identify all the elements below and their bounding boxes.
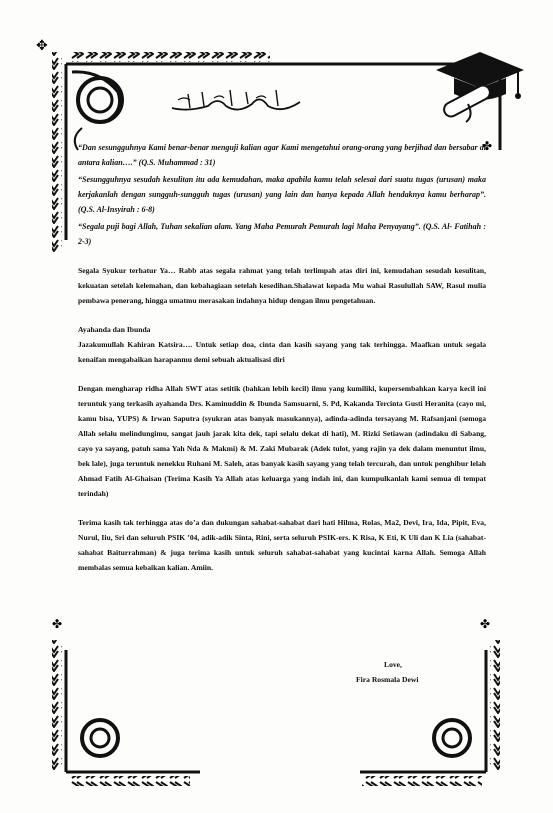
paragraph-syukur: Segala Syukur terhatur Ya… Rabb atas segala rahmat yang telah terlimpah atas diri ini, kemudahan sesudah kesulitan, kekuatan setelah kelemahan, dan kebahagiaan setelah kesedihan.Shalawat kepada Mu wahai Rasulullah SAW, Rasul mulia pembawa penerang, hingga umatmu merasakan indahnya hidup dengan ilmu pengetahuan. [78,266,486,305]
dedication-content [78,140,486,589]
svg-text:✤: ✤ [482,139,493,153]
signature-closing: Love, [384,660,402,669]
quote-al-insyirah: “Sesungguhnya sesudah kesulitan itu ada kemudahan, maka apabila kamu telah selesai dari suatu tugas (urusan) maka kerjakanlah dengan sungguh-sungguh tugas (urusan) yang lain dan hanya kepada Allah hendaknya kamu berharap”. (Q.S. Al-Insyirah : 6-8) [78,175,486,214]
flourish-left: ✤ [52,617,63,631]
svg-text:✥: ✥ [36,38,48,54]
corner-ornament-bottom-left [52,640,200,786]
quote-al-fatihah: “Segala puji bagi Allah, Tuhan sekalian alam. Yang Maha Pemurah Pemurah lagi Maha Penyayang”. (Q.S. Al- Fatihah : 2-3) [78,222,486,246]
signature-name: Fira Rosmala Dewi [356,675,419,684]
paragraph-persembahan: Dengan mengharap ridha Allah SWT atas setitik (bahkan lebih kecil) ilmu yang kumiliki, kupersembahkan karya kecil ini teruntuk yang terkasih ayahanda Drs. Kaminuddin & Ibunda Samsuarni, S. Pd, Kakanda Tercinta Gusti Heranita (cayo mi, kamu bisa, YUPS) & Irwan Saputra (syukran atas banyak masukannya), adinda-adinda tersayang M. Rafsanjani (semoga Allah selalu melindungimu, sangat jauh jarak kita dek, tapi selalu dekat di hati), M. Rizki Setiawan (adindaku di Sabang, cayo ya sayang, patuh sama Yah Nda & Makmi) & M. Zaki Mubarak (Adek tulot, yang rajin ya dek dalam menuntut ilmu, bek lale), juga teruntuk nenekku Ruhani M. Saleh, atas banyak kasih sayang yang telah tercurah, dan untuk penghibur lelah Ahmad Fatih Al-Ghaisan (Terima Kasih Ya Allah atas keluarga yang indah ini, dan kumpulkanlah kami semua di tempat terindah) [78,384,486,498]
quote-muhammad: “Dan sesungguhnya Kami benar-benar menguji kalian agar Kami mengetahui orang-orang yang berjihad dan bersabar di antara kalian….” (Q.S. Muhammad : 31) [78,143,486,167]
flourish-right: ✤ [480,617,491,631]
paragraph-terima-kasih: Terima kasih tak terhingga atas do’a dan dukungan sahabat-sahabat dari hati Hilma, Rolas, Ma2, Devi, Ira, Ida, Pipit, Eva, Nurul, Iiu, Sri dan seluruh PSIK ’04, adik-adik Sinta, Rini, serta seluruh PSIK-ers. K Risa, K Eti, K Uli dan K Lia (sahabat-sahabat Baiturrahman) & juga terima kasih untuk seluruh sahabat-sahabat yang kucintai karna Allah. Semoga Allah membalas semua kebaikan kalian. Amiin. [78,518,486,572]
bismillah-calligraphy [168,86,304,116]
paragraph-heading-ayahanda: Ayahanda dan Ibunda [78,325,151,334]
paragraph-ayahanda: Jazakumullah Kahiran Katsira…. Untuk setiap doa, cinta dan kasih sayang yang tak terhingga. Maafkan untuk segala kenaifan mengabaikan harapanmu demi sebuah aktualisasi diri [78,340,486,364]
graduation-cap-icon [428,44,530,124]
